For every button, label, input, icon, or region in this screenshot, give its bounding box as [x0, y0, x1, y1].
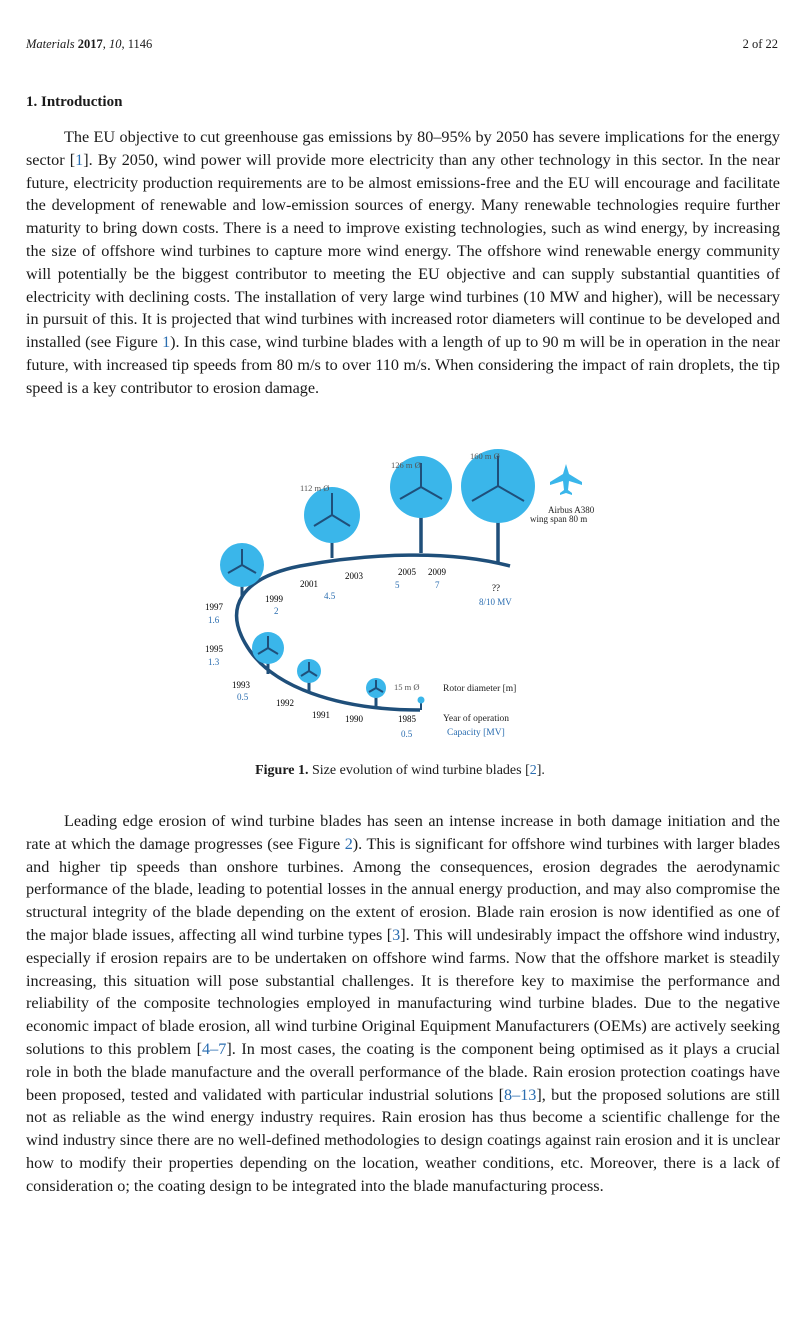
page-number: 2 of 22: [742, 37, 778, 51]
caption-reference-link[interactable]: 2: [529, 763, 537, 778]
journal-name: Materials: [26, 37, 75, 51]
year-2001: 2001: [300, 579, 318, 589]
capacity-2001: 4.5: [324, 591, 336, 601]
capacity-1995: 1.3: [208, 657, 220, 667]
figure-diagram: [190, 448, 620, 748]
rotor-label-126: 126 m Ø: [391, 460, 421, 470]
year-1990: 1990: [345, 714, 363, 724]
airbus-wingspan: wing span 80 m: [530, 514, 588, 524]
paragraph-leading-edge-erosion: [26, 810, 780, 1198]
turbine-1990: [366, 678, 386, 706]
year-1993: 1993: [232, 680, 250, 690]
caption-end: ].: [536, 763, 545, 778]
reference-link[interactable]: 1: [75, 150, 84, 169]
text-segment: Leading edge erosion of wind turbine blades has seen an intense increase in both damage initiation and the rate at which the damage progresses (see Figure: [26, 812, 780, 853]
year-1997: 1997: [205, 602, 223, 612]
text-segment: ]. By 2050, wind power will provide more electricity than any other technology in this sector. In the near future, electricity production requirements are to be almost emissions-free and the EU will encourage and facilitate the development of renewable and low-emission sources of energy. Many renewable technologies require further maturity to bring down costs. There is a need to improve existing technologies, such as wind energy, by increasing the size of offshore wind turbines to capture more wind energy. The offshore wind renewable energy community will potentially be the biggest contributor to meeting the EU objective and can supply substantial quantities of electricity with declining costs. The installation of very large wind turbines (10 MW and higher), will be necessary in pursuit of this. It is projected that wind turbines with increased rotor diameters will continue to be developed and installed (see Figure: [26, 150, 780, 352]
legend-rotor-diameter: Rotor diameter [m]: [443, 684, 517, 694]
article-number: 1146: [127, 37, 153, 51]
turbine-1997: [220, 543, 264, 598]
year-1985: 1985: [398, 714, 416, 724]
reference-link[interactable]: 2: [344, 834, 353, 853]
legend-capacity: Capacity [MV]: [447, 728, 505, 738]
text-segment: The EU objective to cut greenhouse gas emissions by 80–95% by 2050 has severe implications for the energy sector [: [26, 128, 780, 169]
text-segment: ). This is significant for offshore wind turbines with larger blades and higher tip speeds than onshore turbines. Among the consequences, erosion degrades the aerodynamic performance of the blade, leading to potential losses in the annual energy production, and may also compromise the structural integrity of the blade depending on the extent of erosion. Blade rain erosion is now identified as one of the major blade issues, affecting all wind turbine types [: [26, 834, 780, 944]
year-1991: 1991: [312, 710, 330, 720]
airbus-label: Airbus A380: [548, 505, 595, 515]
text-segment: ). In this case, wind turbine blades with a length of up to 90 m will be in operation in the near future, with increased tip speeds from 80 m/s to over 110 m/s. When considering the impact of rain droplets, the tip speed is a key contributor to erosion damage.: [26, 333, 780, 397]
legend-year: Year of operation: [443, 714, 510, 724]
turbine-2001: [304, 487, 360, 558]
figure-turbine-evolution: [190, 448, 620, 748]
reference-link[interactable]: 8–13: [504, 1085, 537, 1104]
turbine-1995: [252, 632, 284, 674]
turbine-1992: [297, 659, 321, 691]
year-1992: 1992: [276, 698, 294, 708]
journal-volume: 10: [108, 37, 122, 51]
turbine-future: [461, 449, 535, 563]
page-header: [26, 37, 778, 55]
year-2005: 2005: [398, 567, 416, 577]
turbine-2005: [390, 456, 452, 553]
year-2009: 2009: [428, 567, 446, 577]
capacity-2009: 7: [435, 580, 440, 590]
journal-year: 2017: [77, 37, 103, 51]
capacity-1997: 1.6: [208, 615, 220, 625]
year-future: ??: [492, 583, 500, 593]
capacity-1993: 0.5: [237, 692, 249, 702]
capacity-2005: 5: [395, 580, 400, 590]
capacity-1985: 0.5: [401, 729, 413, 739]
text-segment: ], but the proposed solutions are still not as reliable as the wind energy industry requires. Rain erosion has thus become a scientific challenge for the wind industry since there are no well-defined methodologies to design coatings against rain erosion and it is unclear how to modify their properties depending on the location, weather conditions, etc. Moreover, there is a lack of consideration o; the coating design to be integrated into the blade manufacturing process.: [26, 1085, 780, 1195]
reference-link[interactable]: 4–7: [202, 1039, 227, 1058]
year-2003: 2003: [345, 571, 363, 581]
reference-link[interactable]: 1: [162, 333, 171, 352]
capacity-1999: 2: [274, 606, 279, 616]
capacity-future: 8/10 MV: [479, 597, 512, 607]
reference-link[interactable]: 3: [392, 925, 401, 944]
rotor-label-15: 15 m Ø: [394, 682, 420, 692]
text-segment: ]. This will undesirably impact the offshore wind industry, especially if erosion repairs are to be undertaken on offshore wind farms. Now that the offshore market is steadily increasing, this situation will pose substantial challenges. It is therefore key to maximise the performance and reliability of the composite technologies employed in manufacturing wind turbine blades. Due to the negative economic impact of blade erosion, all wind turbine Original Equipment Manufacturers (OEMs) are actively seeking solutions to this problem [: [26, 925, 780, 1058]
turbine-1985: [418, 697, 425, 711]
caption-label: Figure 1.: [255, 763, 309, 778]
journal-citation: Materials 2017, 10, 1146: [26, 37, 153, 51]
rotor-label-112: 112 m Ø: [300, 483, 330, 493]
airplane-icon: [550, 464, 582, 495]
figure-caption: [0, 763, 800, 779]
year-1995: 1995: [205, 644, 223, 654]
rotor-label-160: 160 m Ø: [470, 451, 500, 461]
airplane-shape: [550, 464, 582, 495]
paragraph-introduction: [26, 126, 780, 400]
caption-text: Size evolution of wind turbine blades [: [308, 763, 530, 778]
section-title: 1. Introduction: [26, 94, 123, 110]
year-1999: 1999: [265, 594, 283, 604]
text-segment: ]. In most cases, the coating is the component being optimised as it plays a crucial role in both the blade manufacture and the overall performance of the blade. Rain erosion protection coatings have been proposed, tested and validated with particular industrial solutions [: [26, 1039, 780, 1104]
rotor-disc: [418, 697, 425, 704]
